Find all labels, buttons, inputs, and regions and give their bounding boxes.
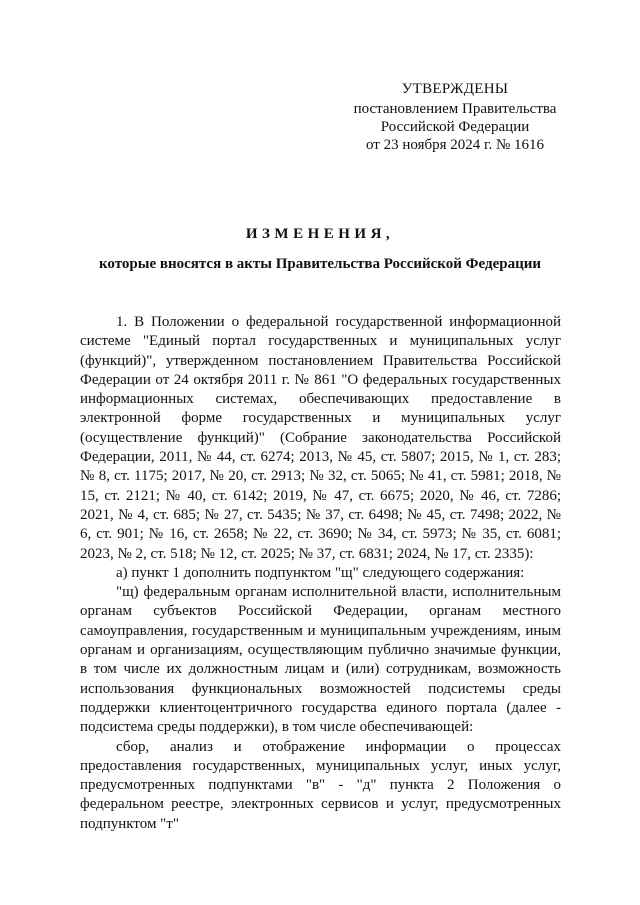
paragraph-1: 1. В Положении о федеральной государственной информационной системе "Единый портал государственных и муниципальных услуг (функций)", утвержденном постановлением Правительства Российской Федерации от 24 октября 2011 г. № 861 "О федеральных государственных информационных системах, обеспечивающих предоставление в электронной форме государственных и муниципальных услуг (осуществление функций)" (Собрание законодательства Российской Федерации, 2011, № 44, ст. 6274; 2013, № 45, ст. 5807; 2015, № 1, ст. 283; № 8, ст. 1175; 2017, № 20, ст. 2913; № 32, ст. 5065; № 41, ст. 5981; 2018, № 15, ст. 2121; № 40, ст. 6142; 2019, № 47, ст. 6675; 2020, № 46, ст. 7286; 2021, № 4, ст. 685; № 27, ст. 5435; № 37, ст. 6498; № 45, ст. 7498; 2022, № 6, ст. 901; № 16, ст. 2658; № 22, ст. 3690; № 34, ст. 5973; № 35, ст. 6081; 2023, № 2, ст. 518; № 12, ст. 2025; № 37, ст. 6831; 2024, № 17, ст. 2335):: [80, 314, 561, 562]
document-title: ИЗМЕНЕНИЯ,: [245, 226, 395, 242]
approval-line-1: постановлением Правительства: [353, 101, 557, 117]
approval-heading: УТВЕРЖДЕНЫ: [401, 81, 509, 97]
paragraph-2: а) пункт 1 дополнить подпунктом "щ" следующего содержания:: [116, 564, 525, 581]
approval-line-2: Российской Федерации: [380, 119, 530, 135]
approval-block: [340, 80, 570, 154]
document-body: [80, 313, 561, 834]
document-subtitle: которые вносятся в акты Правительства Российской Федерации: [98, 256, 542, 272]
paragraph-4: сбор, анализ и отображение информации о процессах предоставления государственных, муниципальных услуг, иных услуг, предусмотренных подпунктами "в" - "д" пункта 2 Положения о федеральном реестре, электронных сервисов и услуг, предусмотренных подпунктом "т": [80, 738, 561, 832]
approval-line-3: от 23 ноября 2024 г. № 1616: [365, 137, 545, 153]
paragraph-3: "щ) федеральным органам исполнительной власти, исполнительным органам субъектов Российской Федерации, органам местного самоуправления, государственным и муниципальным учреждениям, иным органам и организациям, осуществляющим публично значимые функции, в том числе их должностным лицам и (или) сотрудникам, возможность использования функциональных возможностей подсистемы среды поддержки клиентоцентричного государства единого портала (далее - подсистема среды поддержки), в том числе обеспечивающей:: [80, 584, 561, 736]
